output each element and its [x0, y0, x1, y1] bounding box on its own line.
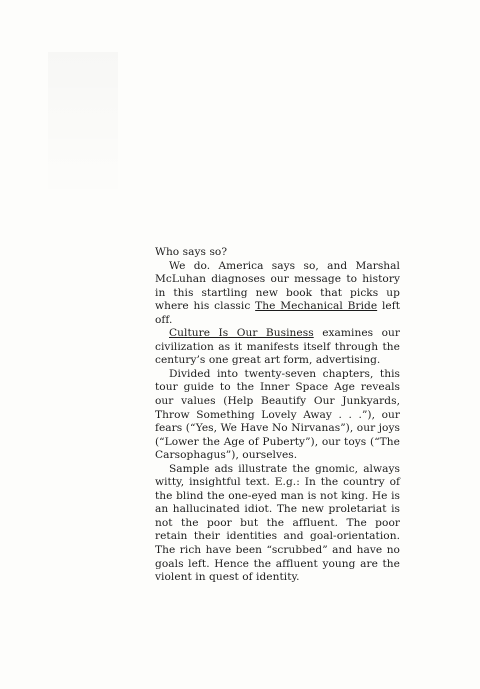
text-segment: We do. America says so, and Marshal McLuhan diagnoses our message to history in this startling new book that picks up where his classic: [155, 259, 400, 313]
paragraph-mcluhan: [155, 260, 400, 328]
paragraph-intro: [155, 246, 400, 260]
book-blurb: [155, 246, 400, 585]
book-title-culture-is-our-business: Culture Is Our Business: [169, 327, 314, 340]
text-segment: Sample ads illustrate the gnomic, always witty, insightful text. E.g.: In the country of the blind the one-eyed man is not king. He is an hallucinated idiot. The new proletariat is not the poor but the affluent. The poor retain their identities and goal-orientation. The rich have been “scrubbed” and have no goals left. Hence the affluent young are the violent in quest of identity.: [155, 462, 400, 584]
paragraph-sample-ads: [155, 463, 400, 585]
text-segment: examines our civilization as it manifests itself through the century’s one great art form, advertising.: [155, 327, 401, 367]
text-segment: Divided into twenty-seven chapters, this tour guide to the Inner Space Age reveals our values (Help Beautify Our Junkyards, Throw Something Lovely Away . . .”), our fears (“Yes, We Have No Nirvanas”), our joys (“Lower the Age of Puberty”), our toys (“The Carsophagus”), ourselves.: [155, 367, 400, 462]
book-title-mechanical-bride: The Mechanical Bride: [255, 300, 378, 313]
text-segment: left off.: [155, 300, 400, 326]
paragraph-culture: [155, 327, 400, 368]
paragraph-chapters: [155, 368, 400, 463]
scan-shadow: [48, 52, 118, 202]
text-segment: Who says so?: [155, 246, 228, 258]
